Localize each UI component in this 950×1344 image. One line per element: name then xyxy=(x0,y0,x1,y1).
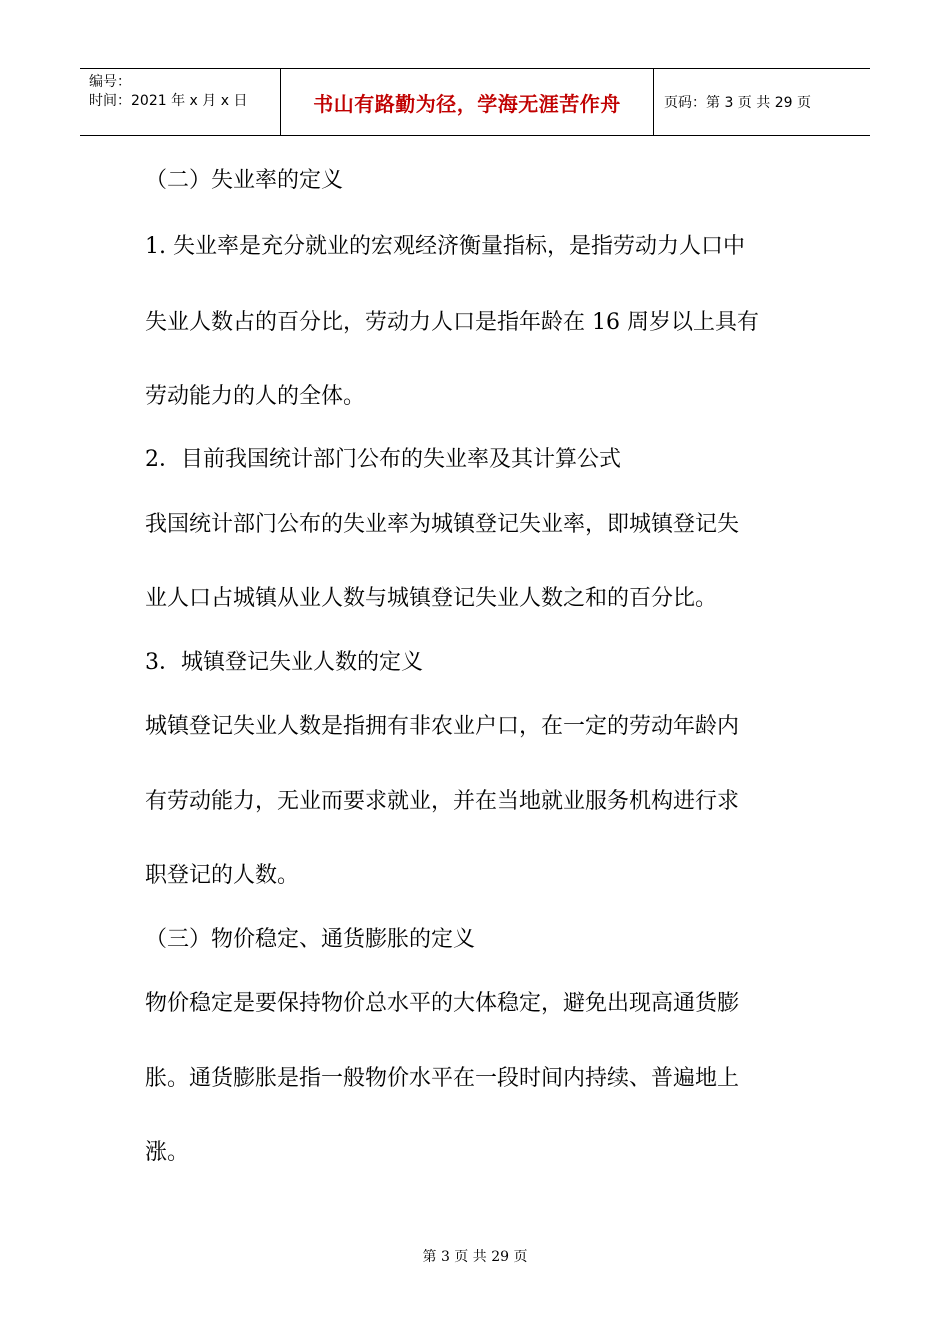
subheading-line: 3．城镇登记失业人数的定义 xyxy=(145,650,423,675)
paragraph-line: 物价稳定是要保持物价总水平的大体稳定，避免出现高通货膨 xyxy=(145,991,740,1016)
paragraph-line: 失业人数占的百分比，劳动力人口是指年龄在 16 周岁以上具有 xyxy=(145,310,759,335)
paragraph-line: 涨。 xyxy=(145,1140,190,1165)
paragraph-line: 业人口占城镇从业人数与城镇登记失业人数之和的百分比。 xyxy=(145,586,718,611)
paragraph-line: 城镇登记失业人数是指拥有非农业户口，在一定的劳动年龄内 xyxy=(145,714,740,739)
header-motto-cell xyxy=(281,69,654,135)
paragraph-line: 我国统计部门公布的失业率为城镇登记失业率，即城镇登记失 xyxy=(145,512,740,537)
page-footer xyxy=(0,1246,950,1266)
page-info: 页码：第 3 页 共 29 页 xyxy=(664,95,811,111)
number-label: 编号： xyxy=(89,74,131,90)
footer-page-number: 第 3 页 共 29 页 xyxy=(422,1249,528,1265)
header-meta-cell xyxy=(80,69,281,135)
section-heading-price-stability: （三）物价稳定、通货膨胀的定义 xyxy=(145,927,476,952)
date-label: 时间：2021 年 x 月 x 日 xyxy=(89,93,248,109)
document-header xyxy=(80,68,870,136)
paragraph-line: 胀。通货膨胀是指一般物价水平在一段时间内持续、普遍地上 xyxy=(145,1066,740,1091)
paragraph-line: 劳动能力的人的全体。 xyxy=(145,384,366,409)
header-page-cell xyxy=(654,69,870,135)
motto-text: 书山有路勤为径，学海无涯苦作舟 xyxy=(313,91,621,116)
subheading-line: 2．目前我国统计部门公布的失业率及其计算公式 xyxy=(145,447,621,472)
paragraph-line: 有劳动能力，无业而要求就业，并在当地就业服务机构进行求 xyxy=(145,789,740,814)
section-heading-unemployment: （二）失业率的定义 xyxy=(145,168,344,193)
paragraph-line: 1. 失业率是充分就业的宏观经济衡量指标，是指劳动力人口中 xyxy=(145,234,745,259)
paragraph-line: 职登记的人数。 xyxy=(145,863,300,888)
